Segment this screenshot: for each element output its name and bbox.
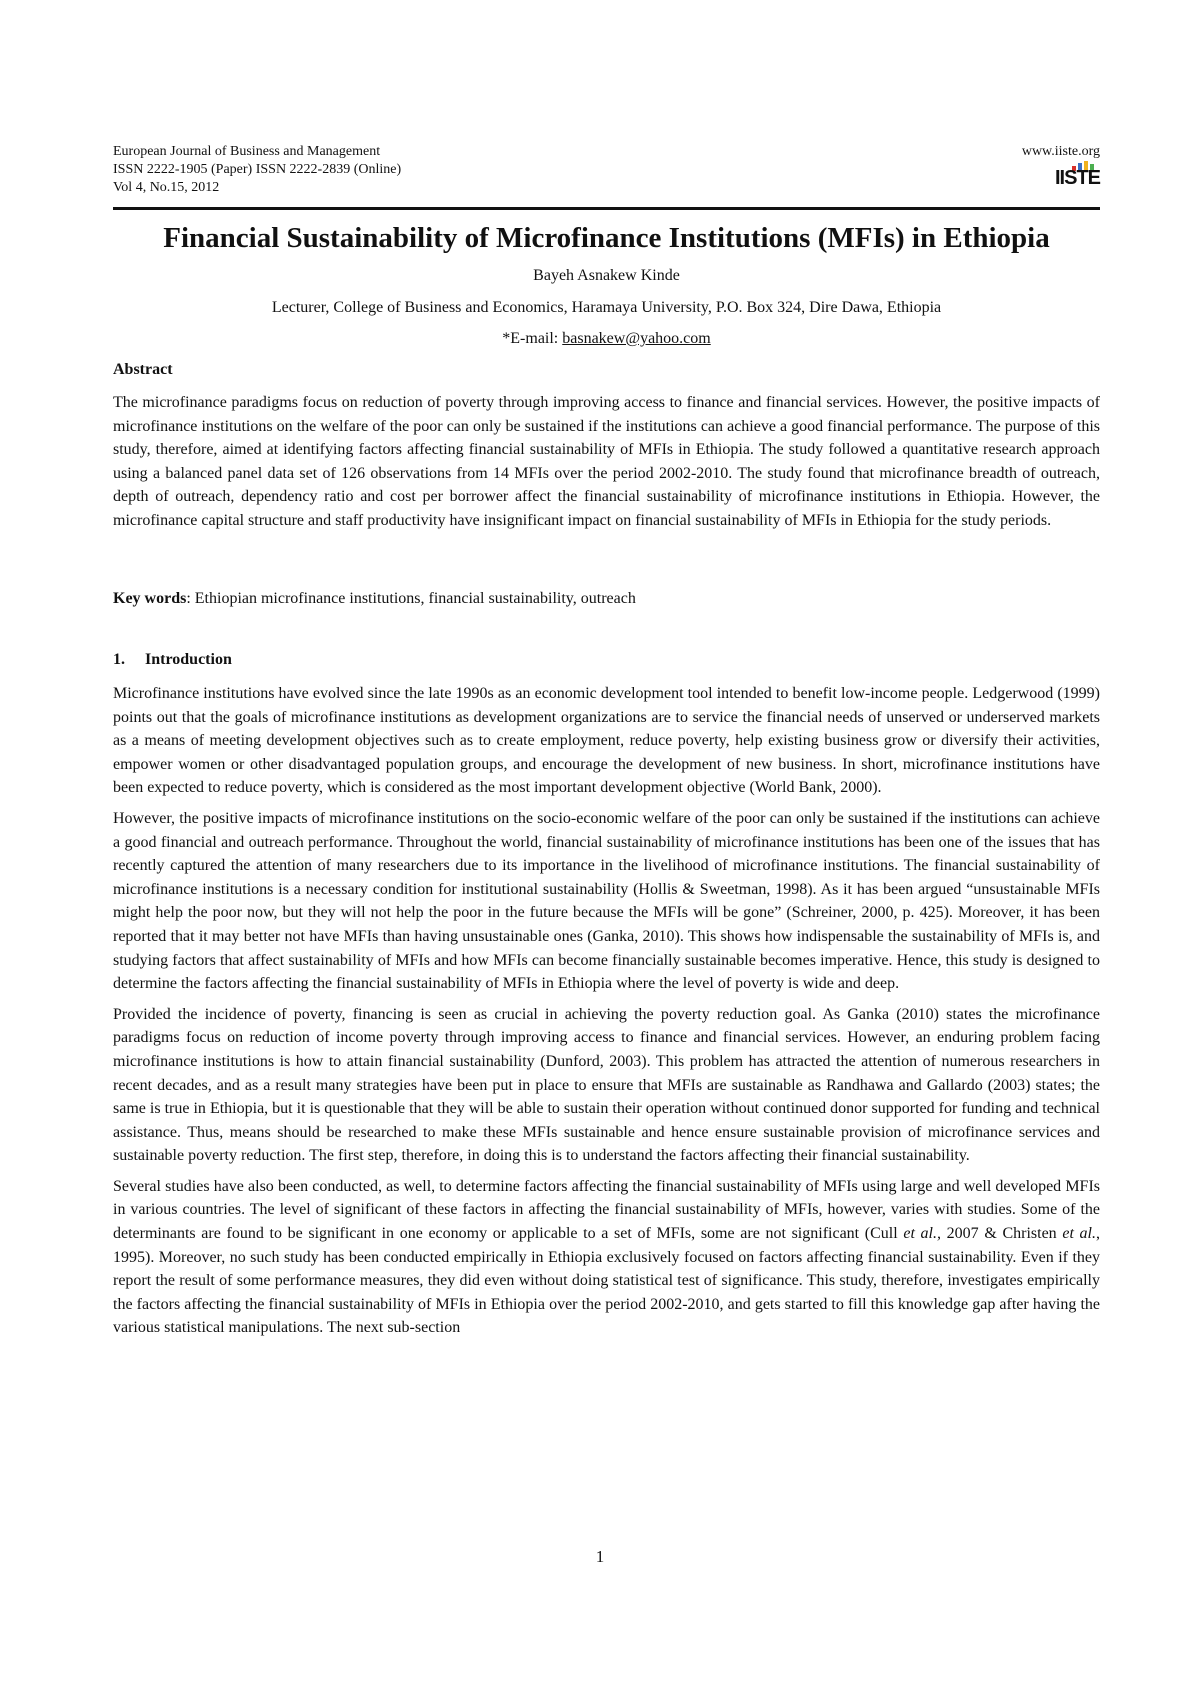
intro-paragraph-1: Microfinance institutions have evolved since the late 1990s as an economic development tool intended to benefit low-income people. Ledgerwood (1999) points out that the goals of microfinance institutions as development organizations are to service the financial needs of unserved or underserved markets as a means of meeting development objectives such as to create employment, reduce poverty, help existing business grow or diversify their activities, empower women or other disadvantaged population groups, and encourage the development of new business. In short, microfinance institutions have been expected to reduce poverty, which is considered as the most important development objective (World Bank, 2000).: [113, 685, 1100, 797]
keywords-paragraph: [113, 587, 1100, 611]
section-title: Introduction: [145, 651, 232, 668]
intro-p4-part-c: , 1995). Moreover, no such study has been conducted empirically in Ethiopia exclusively focused on factors affecting financial sustainability. Even if they report the result of some performance measures, they did even without doing statistical test of significance. This study, therefore, investigates empirically the factors affecting the financial sustainability of MFIs in Ethiopia over the period 2002-2010, and gets started to fill this knowledge gap after having the various statistical manipulations. The next sub-section: [113, 1225, 1101, 1337]
keywords-line: [113, 587, 1100, 618]
journal-header: [113, 143, 1100, 203]
author-affiliation: Lecturer, College of Business and Economics, Haramaya University, P.O. Box 324, Dire Dawa, Ethiopia: [271, 299, 942, 316]
intro-p4-part-b: 2007 & Christen: [941, 1225, 1063, 1243]
paper-title: Financial Sustainability of Microfinance Institutions (MFIs) in Ethiopia: [163, 222, 1050, 254]
logo-text: IISTE: [1054, 167, 1100, 189]
page-number: 1: [595, 1547, 605, 1566]
keywords-label: Key words: [113, 590, 187, 607]
iiste-logo: [1054, 161, 1100, 191]
intro-p4-etal-2: et al.: [1062, 1225, 1097, 1243]
paper-author: Bayeh Asnakew Kinde: [533, 267, 680, 284]
header-divider: [113, 207, 1100, 210]
journal-volume: Vol 4, No.15, 2012: [113, 180, 220, 195]
abstract-paragraph: The microfinance paradigms focus on reduction of poverty through improving access to finance and financial services. However, the positive impacts of microfinance institutions on the welfare of the poor can only be sustained if the institutions can achieve a good financial performance. The purpose of this study, therefore, aimed at identifying factors affecting financial sustainability of MFIs in Ethiopia. The study followed a quantitative research approach using a balanced panel data set of 126 observations from 14 MFIs over the period 2002-2010. The study found that microfinance breadth of outreach, depth of outreach, dependency ratio and cost per borrower affect the financial sustainability of microfinance institutions in Ethiopia. However, the microfinance capital structure and staff productivity have insignificant impact on financial sustainability of MFIs in Ethiopia for the study periods.: [113, 394, 1100, 529]
journal-website[interactable]: www.iiste.org: [1021, 144, 1100, 159]
section-heading-introduction: [113, 651, 232, 669]
section-number: 1.: [113, 651, 125, 668]
journal-name: European Journal of Business and Management: [113, 144, 381, 159]
intro-paragraph-4: [113, 1175, 1100, 1340]
intro-paragraph-2: However, the positive impacts of microfinance institutions on the socio-economic welfare of the poor can only be sustained if the institutions can achieve a good financial and outreach performance. Throughout the world, financial sustainability of microfinance institutions has been one of the issues that has recently captured the attention of many researchers due to its importance in the livelihood of microfinance institutions. The financial sustainability of microfinance institutions is a necessary condition for institutional sustainability (Hollis & Sweetman, 1998). As it has been argued “unsustainable MFIs might help the poor now, but they will not help the poor in the future because the MFIs will be gone” (Schreiner, 2000, p. 425). Moreover, it has been reported that it may better not have MFIs than having unsustainable ones (Ganka, 2010). This shows how indispensable the sustainability of MFIs is, and studying factors that affect sustainability of MFIs and how MFIs can become financially sustainable becomes imperative. Hence, this study is designed to determine the factors affecting the financial sustainability of MFIs in Ethiopia where the level of poverty is wide and deep.: [113, 809, 1100, 993]
author-email-line: [113, 328, 1100, 350]
journal-info: [113, 143, 401, 197]
email-link[interactable]: basnakew@yahoo.com: [562, 330, 711, 347]
abstract-text: [113, 391, 1100, 540]
intro-p4-etal-1: et al.,: [903, 1225, 942, 1243]
email-label: *E-mail:: [502, 330, 563, 347]
intro-paragraph-3: Provided the incidence of poverty, financing is seen as crucial in achieving the poverty reduction goal. As Ganka (2010) states the microfinance paradigms focus on reduction of income poverty through improving access to finance and financial services. However, an enduring problem facing microfinance institutions is how to attain financial sustainability (Dunford, 2003). This problem has attracted the attention of numerous researchers in recent decades, and as a result many strategies have been put in place to ensure that MFIs are sustainable as Randhawa and Gallardo (2003) states; the same is true in Ethiopia, but it is questionable that they will be able to sustain their operation without continued donor supported for funding and technical assistance. Thus, means should be researched to make these MFIs sustainable and hence ensure sustainable provision of microfinance services and sustainable poverty reduction. The first step, therefore, in doing this is to understand the factors affecting their financial sustainability.: [113, 1005, 1100, 1165]
keywords-text: : Ethiopian microfinance institutions, financial sustainability, outreach: [186, 590, 636, 607]
abstract-heading: Abstract: [113, 361, 173, 378]
introduction-body: [113, 682, 1100, 1347]
intro-p4-part-a: Several studies have also been conducted, as well, to determine factors affecting the financial sustainability of MFIs using large and well developed MFIs in various countries. The level of significant of these factors in affecting the financial sustainability of MFIs, however, varies with studies. Some of the determinants are found to be significant in one economy or applicable to a set of MFIs, some are not significant (Cull: [113, 1177, 1100, 1243]
journal-issn: ISSN 2222-1905 (Paper) ISSN 2222-2839 (Online): [113, 162, 402, 177]
